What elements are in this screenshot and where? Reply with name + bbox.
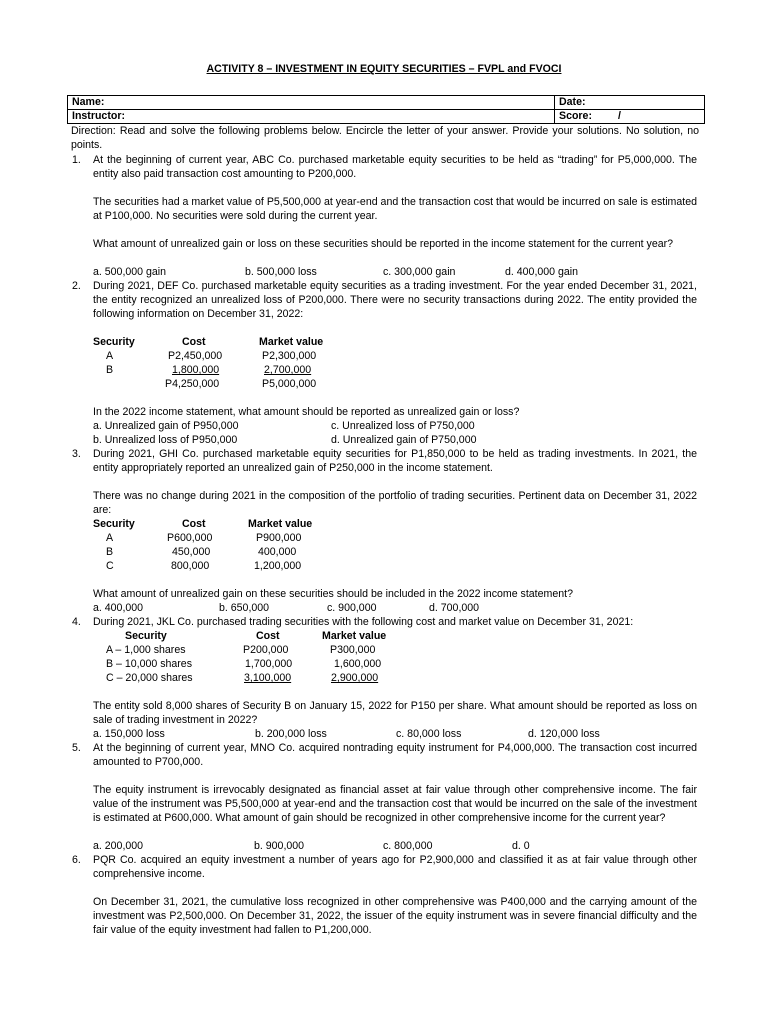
date-label: Date: — [559, 96, 586, 108]
q3-option-d[interactable]: d. 700,000 — [429, 602, 480, 614]
q3-cell: B — [106, 546, 114, 558]
instructor-field[interactable] — [68, 110, 555, 124]
q6-number: 6. — [72, 854, 81, 866]
q4-header-cost: Cost — [256, 630, 280, 642]
q5-option-a[interactable]: a. 200,000 — [93, 840, 144, 852]
q2-paragraph-2: In the 2022 income statement, what amount should be reported as unrealized gain or loss? — [93, 406, 520, 418]
q4-paragraph-2: The entity sold 8,000 shares of Security B on January 15, 2022 for P150 per share. What amount should be reported as loss on sale of trading investment in 2022? — [93, 700, 697, 726]
q5-paragraph-1: At the beginning of current year, MNO Co. acquired nontrading equity instrument for P4,000,000. The transaction cost incurred amounted to P700,000. — [93, 742, 697, 768]
q4-header-security: Security — [125, 630, 167, 642]
q3-cell: 400,000 — [258, 546, 297, 558]
q5-number: 5. — [72, 742, 81, 754]
score-field[interactable] — [555, 110, 705, 124]
q2-cell: P2,300,000 — [262, 350, 317, 362]
q2-number: 2. — [72, 280, 81, 292]
q2-header-cost: Cost — [182, 336, 206, 348]
q6-paragraph-2: On December 31, 2021, the cumulative loss recognized in other comprehensive was P400,000 and the carrying amount of the investment was P2,500,000. On December 31, 2022, the issuer of the equity instrument was in severe financial difficulty and the fair value of the equity investment had fallen to P1,200,000. — [93, 896, 697, 936]
q4-cell: B – 10,000 shares — [106, 658, 192, 670]
q3-option-a[interactable]: a. 400,000 — [93, 602, 144, 614]
q2-cell: 2,700,000 — [264, 364, 312, 376]
q3-cell: A — [106, 532, 114, 544]
q2-cell: 1,800,000 — [172, 364, 220, 376]
q3-option-c[interactable]: c. 900,000 — [327, 602, 377, 614]
q4-cell: 1,600,000 — [334, 658, 382, 670]
name-label: Name: — [72, 96, 105, 108]
q3-cell: 1,200,000 — [254, 560, 302, 572]
q1-number: 1. — [72, 154, 81, 166]
name-field[interactable] — [68, 96, 555, 110]
q2-total-market: P5,000,000 — [262, 378, 317, 390]
q4-option-a[interactable]: a. 150,000 loss — [93, 728, 165, 740]
q4-cell: A – 1,000 shares — [106, 644, 186, 656]
q5-option-b[interactable]: b. 900,000 — [254, 840, 305, 852]
q1-option-b[interactable]: b. 500,000 loss — [245, 266, 317, 278]
q3-header-cost: Cost — [182, 518, 206, 530]
q5-paragraph-2: The equity instrument is irrevocably designated as financial asset at fair value through other comprehensive income. The fair value of the instrument was P5,500,000 at year-end and the transaction cost that would be incurred on the sale of the investment is estimated at P600,000. What amount of gain should be recognized in other comprehensive income for the current year? — [93, 784, 697, 824]
score-slash: / — [617, 110, 621, 122]
q2-option-a[interactable]: a. Unrealized gain of P950,000 — [93, 420, 239, 432]
q4-cell: P200,000 — [243, 644, 289, 656]
date-field[interactable] — [555, 96, 705, 110]
q2-header-market: Market value — [259, 336, 324, 348]
q2-total-cost: P4,250,000 — [165, 378, 220, 390]
q3-cell: C — [106, 560, 114, 572]
q3-paragraph-2: There was no change during 2021 in the composition of the portfolio of trading securities. Pertinent data on December 31, 2022 are: — [93, 490, 697, 516]
q4-cell: C – 20,000 shares — [106, 672, 193, 684]
q1-option-c[interactable]: c. 300,000 gain — [383, 266, 456, 278]
q3-cell: 800,000 — [171, 560, 210, 572]
q2-option-b[interactable]: b. Unrealized loss of P950,000 — [93, 434, 238, 446]
q4-header-market: Market value — [322, 630, 387, 642]
q4-number: 4. — [72, 616, 81, 628]
q1-option-a[interactable]: a. 500,000 gain — [93, 266, 167, 278]
q2-cell: B — [106, 364, 114, 376]
q3-header-security: Security — [93, 518, 135, 530]
directions: Direction: Read and solve the following problems below. Encircle the letter of your answer. Provide your solutions. No solution, no points. — [71, 125, 699, 151]
q3-cell: 450,000 — [172, 546, 211, 558]
q3-cell: P900,000 — [256, 532, 302, 544]
q6-paragraph-1: PQR Co. acquired an equity investment a number of years ago for P2,900,000 and classified it as at fair value through other comprehensive income. — [93, 854, 697, 880]
q4-cell: 3,100,000 — [244, 672, 292, 684]
q4-option-d[interactable]: d. 120,000 loss — [528, 728, 600, 740]
q4-cell: 2,900,000 — [331, 672, 379, 684]
q1-paragraph-1: At the beginning of current year, ABC Co. purchased marketable equity securities to be held as “trading” for P5,000,000. The entity also paid transaction cost amounting to P200,000. — [93, 154, 697, 180]
q4-paragraph-1: During 2021, JKL Co. purchased trading securities with the following cost and market value on December 31, 2021: — [93, 616, 634, 628]
q5-option-c[interactable]: c. 800,000 — [383, 840, 433, 852]
q3-option-b[interactable]: b. 650,000 — [219, 602, 270, 614]
student-info-table — [67, 95, 705, 124]
q3-header-market: Market value — [248, 518, 313, 530]
q2-option-c[interactable]: c. Unrealized loss of P750,000 — [331, 420, 475, 432]
q2-option-d[interactable]: d. Unrealized gain of P750,000 — [331, 434, 477, 446]
q4-cell: P300,000 — [330, 644, 376, 656]
q2-paragraph-1: During 2021, DEF Co. purchased marketable equity securities as a trading investment. For the year ended December 31, 2021, the entity recognized an unrealized loss of P200,000. There were no security transactions during 2022. The entity provided the following information on December 31, 2022: — [93, 280, 697, 320]
q2-cell: A — [106, 350, 114, 362]
q3-number: 3. — [72, 448, 81, 460]
q1-paragraph-3: What amount of unrealized gain or loss on these securities should be reported in the income statement for the current year? — [93, 238, 674, 250]
score-label: Score: — [559, 110, 592, 122]
q3-paragraph-3: What amount of unrealized gain on these securities should be included in the 2022 income statement? — [93, 588, 573, 600]
q4-option-b[interactable]: b. 200,000 loss — [255, 728, 327, 740]
q5-option-d[interactable]: d. 0 — [512, 840, 530, 852]
q4-cell: 1,700,000 — [245, 658, 293, 670]
q2-header-security: Security — [93, 336, 135, 348]
q3-cell: P600,000 — [167, 532, 213, 544]
instructor-label: Instructor: — [72, 110, 125, 122]
page-title: ACTIVITY 8 – INVESTMENT IN EQUITY SECURITIES – FVPL and FVOCI — [206, 63, 562, 75]
q3-paragraph-1: During 2021, GHI Co. purchased marketable equity securities for P1,850,000 to be held as trading investments. In 2021, the entity appropriately reported an unrealized gain of P250,000 in the income statement. — [93, 448, 697, 474]
q1-option-d[interactable]: d. 400,000 gain — [505, 266, 579, 278]
q1-paragraph-2: The securities had a market value of P5,500,000 at year-end and the transaction cost that would be incurred on sale is estimated at P100,000. No securities were sold during the current year. — [93, 196, 697, 222]
q4-option-c[interactable]: c. 80,000 loss — [396, 728, 462, 740]
q2-cell: P2,450,000 — [168, 350, 223, 362]
